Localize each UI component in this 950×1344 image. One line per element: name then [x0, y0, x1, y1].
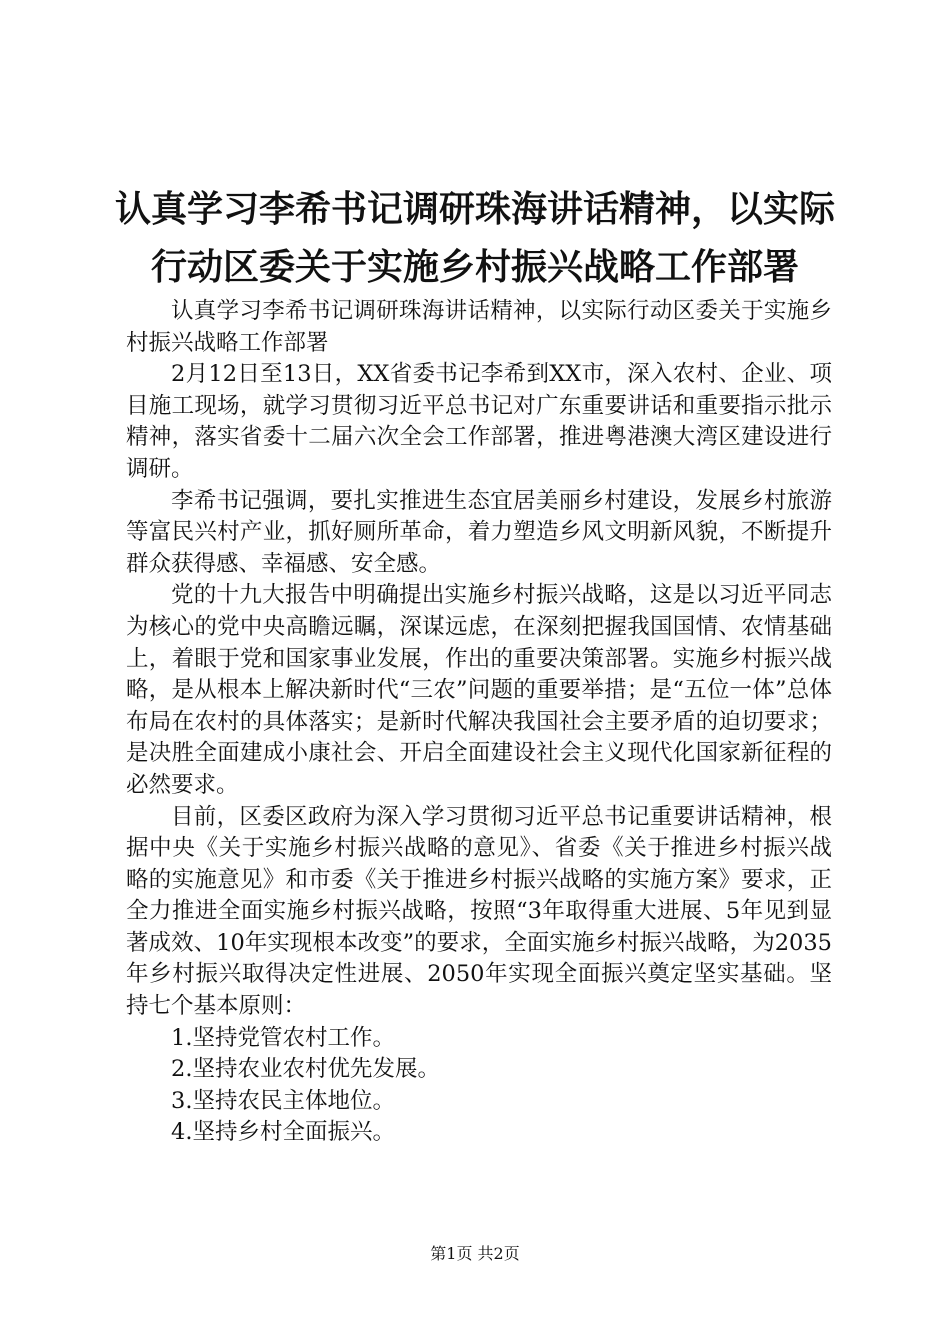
list-item: 1.坚持党管农村工作。: [171, 1024, 395, 1051]
list-item: 2.坚持农业农村优先发展。: [171, 1056, 440, 1083]
paragraph: 李希书记强调，要扎实推进生态宜居美丽乡村建设，发展乡村旅游等富民兴村产业，抓好厕所革命，着力塑造乡风文明新风貌，不断提升群众获得感、幸福感、安全感。: [126, 487, 832, 577]
paragraph: 2月12日至13日，XX省委书记李希到XX市，深入农村、企业、项目施工现场，就学习贯彻习近平总书记对广东重要讲话和重要指示批示精神，落实省委十二届六次全会工作部署，推进粤港澳大湾区建设进行调研。: [126, 361, 832, 482]
paragraph: 目前，区委区政府为深入学习贯彻习近平总书记重要讲话精神，根据中央《关于实施乡村振兴战略的意见》、省委《关于推进乡村振兴战略的实施意见》和市委《关于推进乡村振兴战略的实施方案》要求，正全力推进全面实施乡村振兴战略，按照“3年取得重大进展、5年见到显著成效、10年实现根本改变”的要求，全面实施乡村振兴战略，为2035年乡村振兴取得决定性进展、2050年实现全面振兴奠定坚实基础。坚持七个基本原则：: [126, 803, 832, 1020]
document-body: [126, 296, 832, 1149]
paragraph: 党的十九大报告中明确提出实施乡村振兴战略，这是以习近平同志为核心的党中央高瞻远瞩，深谋远虑，在深刻把握我国国情、农情基础上，着眼于党和国家事业发展，作出的重要决策部署。实施乡村振兴战略，是从根本上解决新时代“三农”问题的重要举措；是“五位一体”总体布局在农村的具体落实；是新时代解决我国社会主要矛盾的迫切要求；是决胜全面建成小康社会、开启全面建设社会主义现代化国家新征程的必然要求。: [126, 582, 832, 798]
list-item: 3.坚持农民主体地位。: [171, 1087, 395, 1114]
list-item: 4.坚持乡村全面振兴。: [171, 1119, 395, 1146]
document-title-line-2: 行动区委关于实施乡村振兴战略工作部署: [150, 247, 799, 288]
paragraph: 认真学习李希书记调研珠海讲话精神，以实际行动区委关于实施乡村振兴战略工作部署: [126, 298, 832, 356]
document-title-line-1: 认真学习李希书记调研珠海讲话精神，以实际: [114, 189, 835, 230]
page-footer: 第1页 共2页: [430, 1244, 520, 1263]
